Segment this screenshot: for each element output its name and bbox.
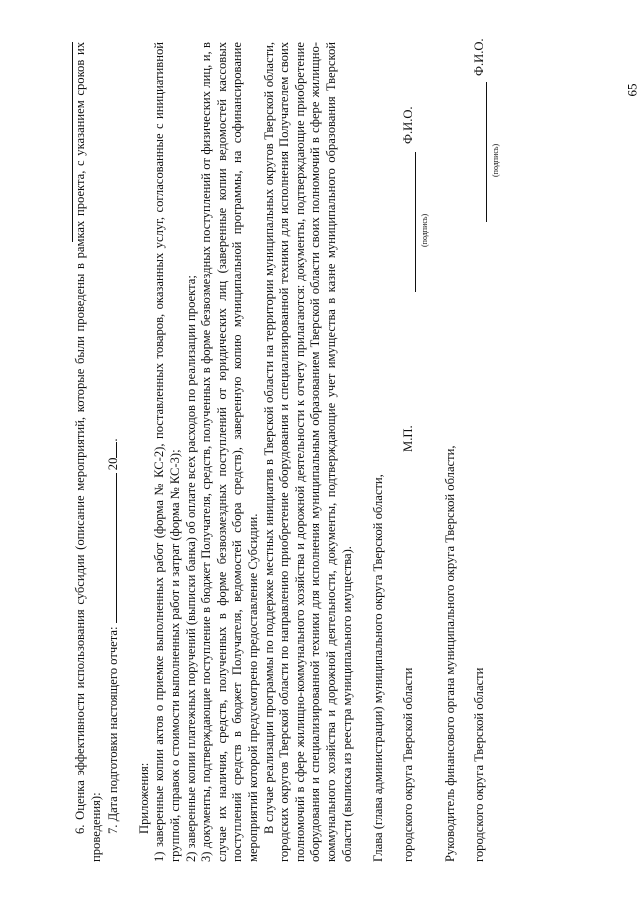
signature1-line1: Глава (глава администрации) муниципального округа Тверской области, [371,474,386,862]
signature1-line2: городского округа Тверской области [400,667,415,862]
signature1-caption: (подпись) [419,213,429,247]
signature2-line2: городского округа Тверской области [472,667,487,862]
rotated-content [70,38,570,862]
appendix-title: Приложения: [136,762,151,834]
appendix-item-2: 2) заверенные копии платежных поручений (выписки банка) об оплате всех расходов по реализации проекта; [183,275,198,862]
signature1-fio: Ф.И.О. [400,106,415,144]
signature1-line [401,152,416,292]
document-body [70,38,501,862]
year-blank [104,442,117,458]
stamp-placeholder: М.П. [400,425,415,452]
section-7-year: 20 [106,457,121,471]
main-paragraph: В случае реализации программы по поддержке местных инициатив в Тверской области на территории муниципальных округов Тверской области, городских округов Тверской области по направлению приобретение оборудования и специализированной техники для исполнения Получателем своих полномочий в сфере жилищно-коммунального хозяйства и дорожной деятельности к отчету прилагаются: документы, подтверждающие приобретение оборудования и специализированной техники для исполнения муниципальным образованием Тверской области своих полномочий в сфере жилищно-коммунального хозяйства и дорожной деятельности, документы, подтверждающие учет имущества в казне муниципального образования Тверской области (выписка из реестра муниципального имущества). [261,42,354,862]
section-6-text: 6. Оценка эффективности использования субсидии (описание мероприятий, которые были проведены в рамках проекта, с указанием сроков их проведения): [73,42,103,862]
signature2-line1: Руководитель финансового органа муниципального округа Тверской области, [442,445,457,862]
page-number: 65 [624,83,640,97]
signature2-fio: Ф.И.О. [472,38,487,76]
appendix-item-1: 1) заверенные копии актов о приемке выполненных работ (форма № КС-2), поставленных товаров, оказанных услуг, согласованные с инициативной группой, справок о стоимости выполненных работ и затрат (форма № КС-3); [152,42,182,862]
signature2-block [472,38,501,862]
date-blank [104,473,117,623]
section-7-label: 7. Дата подготовки настоящего отчета: [106,626,121,834]
signature1-block [400,42,429,862]
section-7-line: 7. Дата подготовки настоящего отчета: 20. [106,438,121,834]
appendix-item-3: 3) документы, подтверждающие поступление в бюджет Получателя, средств, полученных в форме безвозмездных поступлений от физических лиц, и, в случае их наличия, средств, полученных в форме безвозмездных поступлений от юридических лиц (заверенные копии ведомостей кассовых поступлений средств в бюджет Получателя, ведомостей сбора средств), заверенную копию муниципальной программы, на софинансирование мероприятий которой предусмотрено предоставление Субсидии. [199,42,260,862]
signature2-caption: (подпись) [491,143,501,177]
signature2-line [472,82,487,222]
